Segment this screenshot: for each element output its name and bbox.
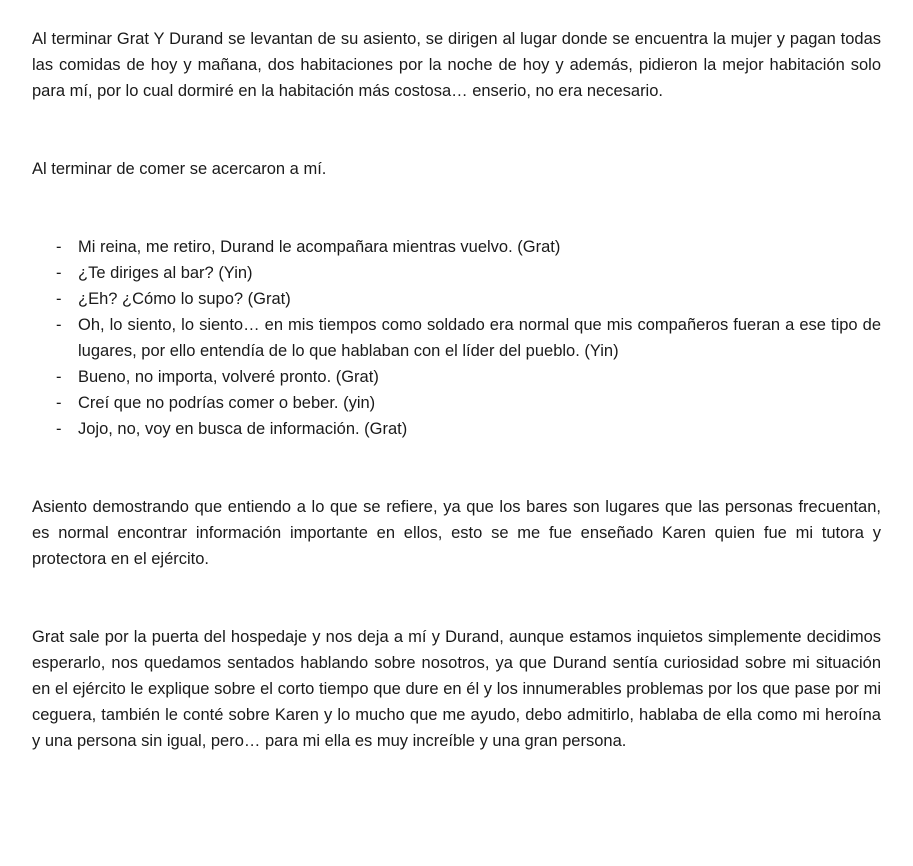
dialogue-text: ¿Eh? ¿Cómo lo supo? (Grat)	[78, 290, 291, 308]
dialogue-text: Creí que no podrías comer o beber. (yin)	[78, 394, 376, 412]
dialogue-line	[32, 312, 881, 364]
dialogue-dash: -	[56, 316, 62, 334]
dialogue-text: Mi reina, me retiro, Durand le acompañara mientras vuelvo. (Grat)	[78, 238, 561, 256]
dialogue-text: Bueno, no importa, volveré pronto. (Grat)	[78, 368, 379, 386]
paragraph-approach: Al terminar de comer se acercaron a mí.	[32, 160, 327, 178]
dialogue-text: ¿Te diriges al bar? (Yin)	[78, 264, 253, 282]
dialogue-dash: -	[56, 264, 62, 282]
dialogue-line	[32, 364, 881, 390]
dialogue-text: Jojo, no, voy en busca de información. (Grat)	[78, 420, 408, 438]
document-page	[32, 26, 881, 754]
dialogue-line	[32, 286, 881, 312]
dialogue-dash: -	[56, 394, 62, 412]
dialogue-list	[32, 234, 881, 442]
dialogue-dash: -	[56, 420, 62, 438]
dialogue-dash: -	[56, 238, 62, 256]
dialogue-line	[32, 390, 881, 416]
dialogue-line	[32, 260, 881, 286]
paragraph-waiting: Grat sale por la puerta del hospedaje y nos deja a mí y Durand, aunque estamos inquietos simplemente decidimos esperarlo, nos quedamos sentados hablando sobre nosotros, ya que Durand sentía curiosidad sobre mi situación en el ejército le explique sobre el corto tiempo que dure en él y los innumerables problemas por los que pase por mi ceguera, también le conté sobre Karen y lo mucho que me ayudo, debo admitirlo, hablaba de ella como mi heroína y una persona sin igual, pero… para mi ella es muy increíble y una gran persona.	[32, 628, 881, 750]
dialogue-dash: -	[56, 368, 62, 386]
dialogue-text: Oh, lo siento, lo siento… en mis tiempos como soldado era normal que mis compañeros fueran a ese tipo de lugares, por ello entendía de lo que hablaban con el líder del pueblo. (Yin)	[78, 316, 881, 360]
paragraph-payment: Al terminar Grat Y Durand se levantan de su asiento, se dirigen al lugar donde se encuentra la mujer y pagan todas las comidas de hoy y mañana, dos habitaciones por la noche de hoy y además, pidieron la mejor habitación solo para mí, por lo cual dormiré en la habitación más costosa… enserio, no era necesario.	[32, 30, 881, 100]
dialogue-dash: -	[56, 290, 62, 308]
paragraph-bars: Asiento demostrando que entiendo a lo que se refiere, ya que los bares son lugares que las personas frecuentan, es normal encontrar información importante en ellos, esto se me fue enseñado Karen quien fue mi tutora y protectora en el ejército.	[32, 498, 881, 568]
dialogue-line	[32, 234, 881, 260]
dialogue-line	[32, 416, 881, 442]
